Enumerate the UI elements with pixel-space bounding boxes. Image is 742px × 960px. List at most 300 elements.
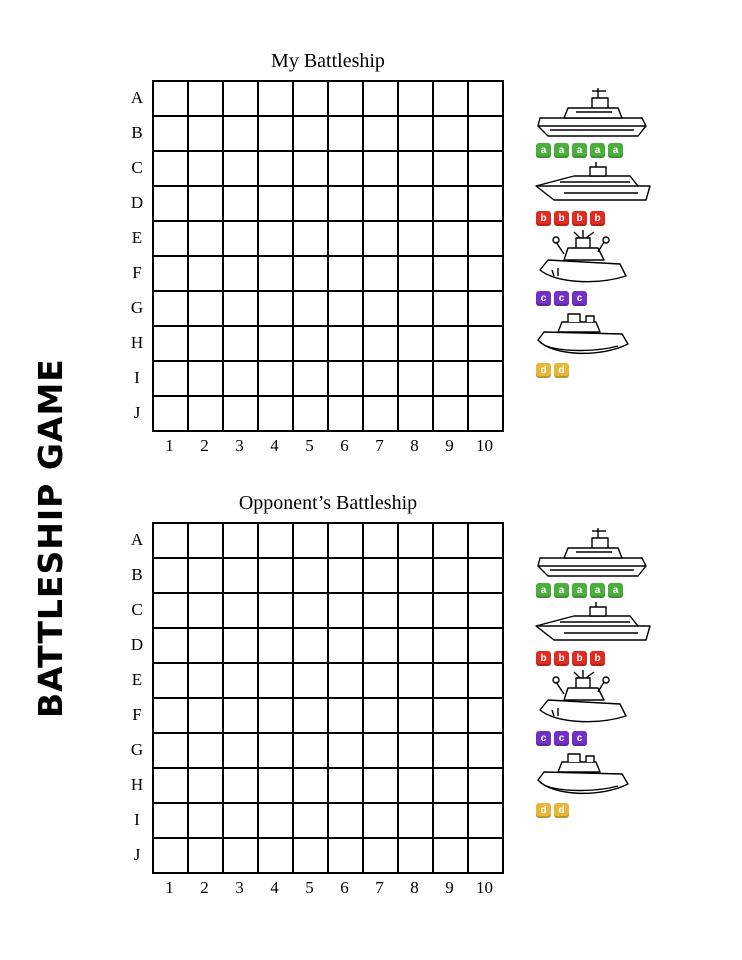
row-label: F: [132, 705, 142, 724]
peg-a: a: [554, 583, 569, 598]
col-label: 8: [410, 436, 419, 455]
grid-cell-H8[interactable]: [399, 769, 434, 804]
grid-cell-A2[interactable]: [189, 82, 224, 117]
grid-cell-G6[interactable]: [329, 734, 364, 769]
cruiser-icon: [534, 670, 634, 730]
peg-b: b: [536, 651, 551, 666]
grid-cell-I9[interactable]: [434, 362, 469, 397]
grid-cell-D2[interactable]: [189, 629, 224, 664]
row-label: G: [130, 298, 144, 317]
col-label: 6: [340, 878, 349, 897]
grid-cell-J10[interactable]: [469, 839, 504, 874]
grid-cell-J4[interactable]: [259, 397, 294, 432]
grid-cell-F4[interactable]: [259, 257, 294, 292]
grid-cell-C6[interactable]: [329, 152, 364, 187]
grid-cell-E3[interactable]: [224, 222, 259, 257]
peg-row-c: [536, 291, 674, 306]
grid-cell-B2[interactable]: [189, 559, 224, 594]
col-label: 4: [270, 436, 279, 455]
grid-cell-G10[interactable]: [469, 734, 504, 769]
col-label: 10: [476, 436, 493, 455]
grid-cell-B7[interactable]: [364, 559, 399, 594]
peg-b: b: [536, 211, 551, 226]
grid-cell-E2[interactable]: [189, 222, 224, 257]
grid-cell-F5[interactable]: [294, 699, 329, 734]
grid-cell-C9[interactable]: [434, 594, 469, 629]
row-label: G: [130, 740, 144, 759]
grid-cell-J9[interactable]: [434, 397, 469, 432]
grid-cell-C7[interactable]: [364, 594, 399, 629]
row-label: F: [132, 263, 142, 282]
grid-cell-H5[interactable]: [294, 327, 329, 362]
grid-cell-F9[interactable]: [434, 257, 469, 292]
grid-cell-G4[interactable]: [259, 292, 294, 327]
grid-cell-A4[interactable]: [259, 524, 294, 559]
grid-cell-D6[interactable]: [329, 187, 364, 222]
col-label: 1: [165, 878, 174, 897]
grid-cell-C8[interactable]: [399, 594, 434, 629]
peg-b: b: [590, 211, 605, 226]
grid-cell-C7[interactable]: [364, 152, 399, 187]
grid-cell-A6[interactable]: [329, 82, 364, 117]
grid-cell-F7[interactable]: [364, 257, 399, 292]
col-label: 10: [476, 878, 493, 897]
grid-cell-B2[interactable]: [189, 117, 224, 152]
grid-cell-G8[interactable]: [399, 734, 434, 769]
peg-b: b: [572, 651, 587, 666]
row-label: C: [131, 158, 143, 177]
grid-cell-G4[interactable]: [259, 734, 294, 769]
grid-cell-J2[interactable]: [189, 397, 224, 432]
grid-cell-F6[interactable]: [329, 257, 364, 292]
col-label: 8: [410, 878, 419, 897]
cruiser-icon: [534, 230, 634, 290]
grid-cell-C5[interactable]: [294, 152, 329, 187]
peg-c: c: [572, 291, 587, 306]
grid-cell-J3[interactable]: [224, 839, 259, 874]
grid-cell-J10[interactable]: [469, 397, 504, 432]
grid-cell-I8[interactable]: [399, 362, 434, 397]
grid-cell-D7[interactable]: [364, 629, 399, 664]
grid-cell-B1[interactable]: [154, 117, 189, 152]
grid-cell-I3[interactable]: [224, 362, 259, 397]
row-label: H: [130, 775, 144, 794]
peg-d: d: [554, 363, 569, 378]
peg-b: b: [590, 651, 605, 666]
grid-cell-A8[interactable]: [399, 82, 434, 117]
grid-cell-A2[interactable]: [189, 524, 224, 559]
grid-cell-A8[interactable]: [399, 524, 434, 559]
grid-cell-F8[interactable]: [399, 257, 434, 292]
grid-cell-I4[interactable]: [259, 804, 294, 839]
grid-cell-H3[interactable]: [224, 327, 259, 362]
grid-cell-C3[interactable]: [224, 152, 259, 187]
grid-cell-H4[interactable]: [259, 769, 294, 804]
grid-cell-D3[interactable]: [224, 629, 259, 664]
grid-cell-I8[interactable]: [399, 804, 434, 839]
col-label: 2: [200, 436, 209, 455]
grid-cell-D8[interactable]: [399, 187, 434, 222]
peg-b: b: [572, 211, 587, 226]
grid-cell-E3[interactable]: [224, 664, 259, 699]
grid-cell-H8[interactable]: [399, 327, 434, 362]
board-title: My Battleship: [271, 50, 385, 72]
submarine-icon: [534, 310, 634, 362]
col-label: 4: [270, 878, 279, 897]
grid-cell-D5[interactable]: [294, 629, 329, 664]
grid-cell-F1[interactable]: [154, 699, 189, 734]
grid-cell-I7[interactable]: [364, 804, 399, 839]
grid-cell-H7[interactable]: [364, 769, 399, 804]
fleet-item-battleship: [534, 602, 674, 666]
fleet-item-battleship: [534, 162, 674, 226]
submarine-icon: [534, 750, 634, 802]
grid-cell-C4[interactable]: [259, 152, 294, 187]
peg-row-a: [536, 143, 674, 158]
peg-a: a: [554, 143, 569, 158]
grid-cell-I7[interactable]: [364, 362, 399, 397]
row-label: C: [131, 600, 143, 619]
grid-cell-I5[interactable]: [294, 362, 329, 397]
grid-cell-B10[interactable]: [469, 117, 504, 152]
grid-cell-I5[interactable]: [294, 804, 329, 839]
grid-cell-E4[interactable]: [259, 664, 294, 699]
grid-cell-H2[interactable]: [189, 769, 224, 804]
grid-cell-D9[interactable]: [434, 187, 469, 222]
grid-cell-B1[interactable]: [154, 559, 189, 594]
column-labels: [152, 878, 502, 898]
page-title: BATTLESHIP GAME: [31, 358, 70, 718]
aircraft-carrier-icon: [534, 522, 654, 582]
grid-cell-B4[interactable]: [259, 559, 294, 594]
peg-c: c: [554, 731, 569, 746]
grid-cell-H2[interactable]: [189, 327, 224, 362]
grid-cell-C5[interactable]: [294, 594, 329, 629]
grid-cell-C9[interactable]: [434, 152, 469, 187]
grid-cell-E8[interactable]: [399, 222, 434, 257]
grid-cell-J7[interactable]: [364, 839, 399, 874]
fleet-item-submarine: [534, 310, 674, 378]
grid-cell-F10[interactable]: [469, 257, 504, 292]
grid-cell-G7[interactable]: [364, 292, 399, 327]
grid-cell-C4[interactable]: [259, 594, 294, 629]
grid-cell-A7[interactable]: [364, 524, 399, 559]
peg-row-d: [536, 803, 674, 818]
grid-cell-J8[interactable]: [399, 397, 434, 432]
battleship-icon: [534, 162, 654, 210]
board-title: Opponent’s Battleship: [238, 492, 418, 514]
grid-cell-H5[interactable]: [294, 769, 329, 804]
grid-cell-C1[interactable]: [154, 594, 189, 629]
grid-cell-H6[interactable]: [329, 327, 364, 362]
row-label: B: [131, 565, 143, 584]
grid-cell-F2[interactable]: [189, 699, 224, 734]
grid-cell-F6[interactable]: [329, 699, 364, 734]
row-label: A: [130, 88, 144, 107]
grid-cell-G3[interactable]: [224, 292, 259, 327]
grid-cell-G7[interactable]: [364, 734, 399, 769]
grid-cell-D2[interactable]: [189, 187, 224, 222]
grid-cell-A6[interactable]: [329, 524, 364, 559]
grid-cell-J5[interactable]: [294, 839, 329, 874]
grid-cell-I1[interactable]: [154, 804, 189, 839]
col-label: 9: [445, 878, 454, 897]
grid-cell-J4[interactable]: [259, 839, 294, 874]
grid-cell-F8[interactable]: [399, 699, 434, 734]
grid-cell-G3[interactable]: [224, 734, 259, 769]
row-label: J: [133, 845, 141, 864]
peg-c: c: [536, 291, 551, 306]
fleet-item-aircraft-carrier: [534, 522, 674, 598]
peg-row-b: [536, 651, 674, 666]
grid-cell-F2[interactable]: [189, 257, 224, 292]
grid-cell-I2[interactable]: [189, 362, 224, 397]
grid-wrapper: [130, 80, 504, 456]
grid-cell-F1[interactable]: [154, 257, 189, 292]
grid-cell-E10[interactable]: [469, 222, 504, 257]
grid-cell-A1[interactable]: [154, 524, 189, 559]
grid-cell-C10[interactable]: [469, 152, 504, 187]
grid-cell-J6[interactable]: [329, 839, 364, 874]
grid-cell-F5[interactable]: [294, 257, 329, 292]
grid-cell-E7[interactable]: [364, 664, 399, 699]
row-label: D: [130, 635, 144, 654]
peg-row-d: [536, 363, 674, 378]
grid-cell-F7[interactable]: [364, 699, 399, 734]
row-label: I: [134, 368, 140, 387]
grid-cell-D4[interactable]: [259, 629, 294, 664]
grid-cell-E1[interactable]: [154, 664, 189, 699]
grid-cell-I6[interactable]: [329, 804, 364, 839]
grid-cell-I4[interactable]: [259, 362, 294, 397]
grid-cell-H6[interactable]: [329, 769, 364, 804]
col-label: 9: [445, 436, 454, 455]
grid-cell-G9[interactable]: [434, 734, 469, 769]
row-label: J: [133, 403, 141, 422]
fleet-item-cruiser: [534, 230, 674, 306]
row-labels: [126, 522, 148, 872]
grid-cell-I2[interactable]: [189, 804, 224, 839]
grid-cell-A10[interactable]: [469, 82, 504, 117]
grid-cell-A5[interactable]: [294, 524, 329, 559]
grid-cell-D10[interactable]: [469, 187, 504, 222]
grid-cell-F3[interactable]: [224, 699, 259, 734]
grid-cell-G2[interactable]: [189, 292, 224, 327]
grid-cell-A3[interactable]: [224, 524, 259, 559]
peg-a: a: [536, 583, 551, 598]
grid-cell-G6[interactable]: [329, 292, 364, 327]
grid-cell-G1[interactable]: [154, 734, 189, 769]
grid-cell-J1[interactable]: [154, 839, 189, 874]
grid-cell-A7[interactable]: [364, 82, 399, 117]
grid-cell-E8[interactable]: [399, 664, 434, 699]
grid-cell-J3[interactable]: [224, 397, 259, 432]
row-label: B: [131, 123, 143, 142]
grid-cell-A9[interactable]: [434, 82, 469, 117]
fleet-item-cruiser: [534, 670, 674, 746]
grid-cell-E6[interactable]: [329, 664, 364, 699]
grid-cell-B9[interactable]: [434, 559, 469, 594]
grid-cell-B5[interactable]: [294, 559, 329, 594]
grid-cell-D8[interactable]: [399, 629, 434, 664]
aircraft-carrier-icon: [534, 82, 654, 142]
grid-cell-E10[interactable]: [469, 664, 504, 699]
grid-cell-D7[interactable]: [364, 187, 399, 222]
grid-cell-H9[interactable]: [434, 327, 469, 362]
peg-c: c: [554, 291, 569, 306]
peg-c: c: [536, 731, 551, 746]
grid-cell-H3[interactable]: [224, 769, 259, 804]
grid-cell-B9[interactable]: [434, 117, 469, 152]
grid-cell-J8[interactable]: [399, 839, 434, 874]
grid-cell-J9[interactable]: [434, 839, 469, 874]
grid-cell-J6[interactable]: [329, 397, 364, 432]
col-label: 5: [305, 436, 314, 455]
grid-cell-C1[interactable]: [154, 152, 189, 187]
battleship-icon: [534, 602, 654, 650]
grid-cell-C2[interactable]: [189, 152, 224, 187]
grid-cell-E2[interactable]: [189, 664, 224, 699]
grid-cell-D3[interactable]: [224, 187, 259, 222]
grid-cell-H1[interactable]: [154, 769, 189, 804]
grid-cell-C10[interactable]: [469, 594, 504, 629]
grid-cell-B10[interactable]: [469, 559, 504, 594]
grid-cell-H4[interactable]: [259, 327, 294, 362]
grid-cell-H10[interactable]: [469, 327, 504, 362]
fleet-item-submarine: [534, 750, 674, 818]
grid-cell-J1[interactable]: [154, 397, 189, 432]
col-label: 7: [375, 436, 384, 455]
grid-cell-F3[interactable]: [224, 257, 259, 292]
grid-cell-G9[interactable]: [434, 292, 469, 327]
grid-cell-H7[interactable]: [364, 327, 399, 362]
grid-cell-A9[interactable]: [434, 524, 469, 559]
grid-cell-I10[interactable]: [469, 362, 504, 397]
grid-cell-E5[interactable]: [294, 222, 329, 257]
grid-cell-F10[interactable]: [469, 699, 504, 734]
grid-cell-B3[interactable]: [224, 117, 259, 152]
grid-cell-B8[interactable]: [399, 559, 434, 594]
grid-cell-I3[interactable]: [224, 804, 259, 839]
peg-b: b: [554, 651, 569, 666]
fleet-legend: [534, 82, 674, 382]
board-my-battleship: [130, 50, 504, 456]
grid-cell-H1[interactable]: [154, 327, 189, 362]
col-label: 3: [235, 436, 244, 455]
peg-d: d: [536, 803, 551, 818]
peg-row-b: [536, 211, 674, 226]
grid-cell-A3[interactable]: [224, 82, 259, 117]
col-label: 7: [375, 878, 384, 897]
peg-c: c: [572, 731, 587, 746]
grid-cell-D4[interactable]: [259, 187, 294, 222]
grid-cell-D5[interactable]: [294, 187, 329, 222]
row-label: H: [130, 333, 144, 352]
grid-cell-J2[interactable]: [189, 839, 224, 874]
peg-d: d: [536, 363, 551, 378]
grid-cell-C6[interactable]: [329, 594, 364, 629]
battleship-grid[interactable]: [152, 522, 504, 874]
grid-cell-B6[interactable]: [329, 117, 364, 152]
grid-cell-G1[interactable]: [154, 292, 189, 327]
row-label: I: [134, 810, 140, 829]
grid-cell-H10[interactable]: [469, 769, 504, 804]
grid-cell-D1[interactable]: [154, 629, 189, 664]
grid-cell-C8[interactable]: [399, 152, 434, 187]
grid-cell-F4[interactable]: [259, 699, 294, 734]
peg-a: a: [590, 143, 605, 158]
grid-cell-C2[interactable]: [189, 594, 224, 629]
grid-cell-G5[interactable]: [294, 734, 329, 769]
grid-cell-E1[interactable]: [154, 222, 189, 257]
row-label: A: [130, 530, 144, 549]
col-label: 1: [165, 436, 174, 455]
grid-cell-J7[interactable]: [364, 397, 399, 432]
fleet-item-aircraft-carrier: [534, 82, 674, 158]
row-label: D: [130, 193, 144, 212]
row-label: E: [131, 670, 143, 689]
grid-cell-I6[interactable]: [329, 362, 364, 397]
grid-cell-B3[interactable]: [224, 559, 259, 594]
grid-cell-D9[interactable]: [434, 629, 469, 664]
grid-cell-G8[interactable]: [399, 292, 434, 327]
grid-cell-D6[interactable]: [329, 629, 364, 664]
grid-cell-I9[interactable]: [434, 804, 469, 839]
grid-cell-I10[interactable]: [469, 804, 504, 839]
grid-cell-A1[interactable]: [154, 82, 189, 117]
grid-cell-G10[interactable]: [469, 292, 504, 327]
column-labels: [152, 436, 502, 456]
grid-cell-E7[interactable]: [364, 222, 399, 257]
grid-cell-A4[interactable]: [259, 82, 294, 117]
peg-b: b: [554, 211, 569, 226]
peg-row-c: [536, 731, 674, 746]
grid-cell-E6[interactable]: [329, 222, 364, 257]
grid-cell-B7[interactable]: [364, 117, 399, 152]
row-labels: [126, 80, 148, 430]
grid-cell-H9[interactable]: [434, 769, 469, 804]
grid-cell-G5[interactable]: [294, 292, 329, 327]
peg-a: a: [572, 143, 587, 158]
peg-a: a: [608, 143, 623, 158]
grid-cell-F9[interactable]: [434, 699, 469, 734]
grid-cell-A10[interactable]: [469, 524, 504, 559]
battleship-grid[interactable]: [152, 80, 504, 432]
grid-cell-B8[interactable]: [399, 117, 434, 152]
grid-cell-D10[interactable]: [469, 629, 504, 664]
peg-d: d: [554, 803, 569, 818]
grid-cell-E4[interactable]: [259, 222, 294, 257]
grid-cell-E5[interactable]: [294, 664, 329, 699]
board-opponent-battleship: [130, 492, 504, 898]
grid-cell-E9[interactable]: [434, 222, 469, 257]
fleet-legend: [534, 522, 674, 822]
grid-cell-D1[interactable]: [154, 187, 189, 222]
grid-cell-B6[interactable]: [329, 559, 364, 594]
grid-cell-G2[interactable]: [189, 734, 224, 769]
grid-cell-A5[interactable]: [294, 82, 329, 117]
grid-cell-I1[interactable]: [154, 362, 189, 397]
peg-a: a: [590, 583, 605, 598]
peg-a: a: [608, 583, 623, 598]
grid-cell-B5[interactable]: [294, 117, 329, 152]
col-label: 2: [200, 878, 209, 897]
col-label: 5: [305, 878, 314, 897]
grid-cell-C3[interactable]: [224, 594, 259, 629]
grid-cell-B4[interactable]: [259, 117, 294, 152]
grid-cell-J5[interactable]: [294, 397, 329, 432]
grid-cell-E9[interactable]: [434, 664, 469, 699]
